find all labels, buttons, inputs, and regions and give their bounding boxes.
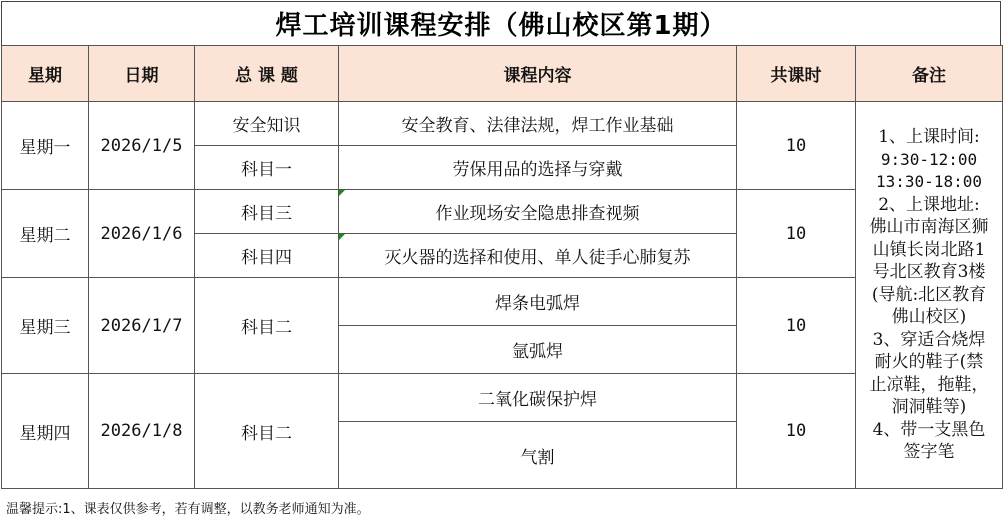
- date-cell: 2026/1/6: [89, 190, 195, 278]
- header-notes: 备注: [856, 46, 1003, 102]
- page-title: 焊工培训课程安排（佛山校区第1期）: [1, 1, 1001, 45]
- content-cell: 焊条电弧焊: [339, 278, 737, 326]
- hours-cell: 10: [737, 278, 856, 374]
- header-weekday: 星期: [2, 46, 89, 102]
- content-cell: 安全教育、法律法规，焊工作业基础: [339, 102, 737, 146]
- content-cell: 劳保用品的选择与穿戴: [339, 146, 737, 190]
- note-line: 签字笔: [903, 442, 955, 463]
- notes-cell: [856, 102, 1003, 489]
- note-line: 洞洞鞋等): [891, 397, 967, 418]
- weekday-cell: 星期一: [2, 102, 89, 190]
- topic-cell: 科目四: [195, 234, 339, 278]
- table-row: [2, 190, 1003, 234]
- weekday-cell: 星期二: [2, 190, 89, 278]
- content-cell: 气割: [339, 422, 737, 489]
- header-date: 日期: [89, 46, 195, 102]
- header-hours: 共课时: [737, 46, 856, 102]
- note-line: (导航:北区教育: [871, 284, 987, 305]
- content-cell: 灭火器的选择和使用、单人徒手心肺复苏: [339, 234, 737, 278]
- schedule-table: [1, 45, 1003, 489]
- note-line: 13:30-18:00: [876, 172, 982, 192]
- weekday-cell: 星期三: [2, 278, 89, 374]
- table-row: [2, 374, 1003, 422]
- header-content: 课程内容: [339, 46, 737, 102]
- note-line: 9:30-12:00: [880, 149, 978, 169]
- topic-cell: 科目三: [195, 190, 339, 234]
- note-line: 4、带一支黑色: [872, 419, 986, 440]
- topic-cell: 科目一: [195, 146, 339, 190]
- note-line: 佛山校区): [891, 307, 967, 328]
- date-cell: 2026/1/5: [89, 102, 195, 190]
- topic-cell: 安全知识: [195, 102, 339, 146]
- header-row: [2, 46, 1003, 102]
- hours-cell: 10: [737, 374, 856, 489]
- note-line: 3、穿适合烧焊: [872, 329, 986, 350]
- content-cell: 作业现场安全隐患排查视频: [339, 190, 737, 234]
- note-line: 耐火的鞋子(禁: [874, 352, 984, 373]
- footer-note: 温馨提示:1、课表仅供参考，若有调整，以教务老师通知为准。: [6, 502, 370, 517]
- table-row: [2, 102, 1003, 146]
- topic-cell: 科目二: [195, 278, 339, 374]
- header-topic: 总 课 题: [195, 46, 339, 102]
- topic-cell: 科目二: [195, 374, 339, 489]
- content-cell: 氩弧焊: [339, 326, 737, 374]
- note-line: 山镇长岗北路1: [872, 239, 986, 260]
- date-cell: 2026/1/8: [89, 374, 195, 489]
- note-line: 号北区教育3楼: [872, 262, 986, 283]
- hours-cell: 10: [737, 190, 856, 278]
- content-cell: 二氧化碳保护焊: [339, 374, 737, 422]
- note-line: 2、上课地址:: [878, 194, 980, 215]
- table-row: [2, 278, 1003, 326]
- note-line: 1、上课时间:: [878, 127, 980, 148]
- date-cell: 2026/1/7: [89, 278, 195, 374]
- hours-cell: 10: [737, 102, 856, 190]
- note-line: 佛山市南海区狮: [869, 217, 989, 238]
- weekday-cell: 星期四: [2, 374, 89, 489]
- note-line: 止凉鞋，拖鞋，: [869, 374, 989, 395]
